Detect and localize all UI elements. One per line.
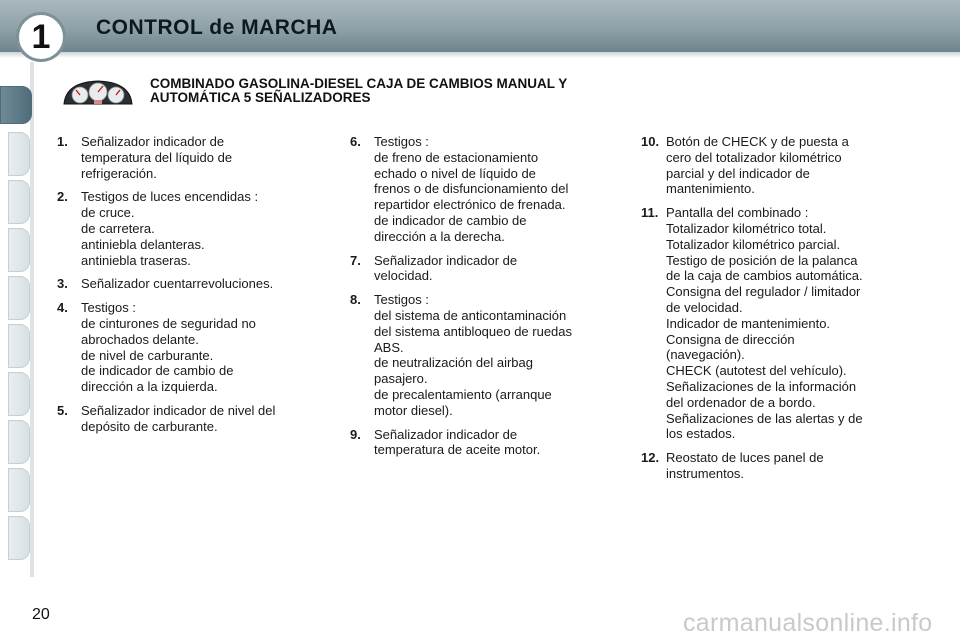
legend-item: [57, 300, 319, 395]
item-number: 5.: [57, 402, 68, 418]
legend-item: [641, 134, 909, 197]
legend-item: [57, 134, 319, 181]
section-title-line2: AUTOMÁTICA 5 SEÑALIZADORES: [150, 90, 371, 105]
chapter-tab-5[interactable]: [8, 276, 30, 320]
item-number: 7.: [350, 252, 361, 268]
item-text: Testigos : de freno de estacionamiento echado o nivel de líquido de frenos o de disfuncionamiento del repartidor electrónico de frenada. de indicador de cambio de dirección a la derecha.: [374, 134, 569, 244]
legend-item: [350, 292, 616, 418]
chapter-tab-7[interactable]: [8, 372, 30, 416]
item-number: 12.: [641, 450, 660, 466]
item-number: 6.: [350, 134, 361, 149]
chapter-number-badge: 1: [16, 12, 66, 62]
item-text: Señalizador indicador de velocidad.: [374, 252, 518, 284]
instrument-cluster-icon: [62, 78, 134, 108]
chapter-tab-9[interactable]: [8, 468, 30, 512]
legend-column-2: [350, 134, 616, 466]
chapter-tab-6[interactable]: [8, 324, 30, 368]
legend-item: [350, 134, 616, 245]
item-number: 9.: [350, 426, 361, 442]
legend-column-3: [641, 134, 909, 490]
item-text: Testigos de luces encendidas : de cruce. de carretera. antiniebla delanteras. antiniebla traseras.: [81, 189, 259, 268]
item-number: 11.: [641, 205, 659, 221]
item-text: Testigos : del sistema de anticontaminación del sistema antibloqueo de ruedas ABS. de neutralización del airbag pasajero. de precalentamiento (arranque motor diesel).: [374, 292, 573, 418]
section-title-line1: COMBINADO GASOLINA-DIESEL CAJA DE CAMBIOS MANUAL Y: [150, 76, 568, 91]
chapter-tab-2[interactable]: [8, 132, 30, 176]
item-text: Señalizador indicador de temperatura del líquido de refrigeración.: [81, 134, 233, 181]
item-text: Testigos : de cinturones de seguridad no abrochados delante. de nivel de carburante. de indicador de cambio de dirección a la izquierda.: [81, 300, 256, 395]
chapter-tab-10[interactable]: [8, 516, 30, 560]
legend-item: [57, 276, 319, 292]
legend-item: [641, 205, 909, 442]
item-number: 2.: [57, 189, 68, 205]
watermark: carmanualsonline.info: [683, 609, 933, 637]
section-title: [150, 77, 730, 105]
legend-item: [57, 403, 319, 435]
item-text: Señalizador cuentarrevoluciones.: [81, 276, 274, 292]
chapter-tab-1[interactable]: [0, 86, 32, 124]
legend-item: [350, 253, 616, 285]
legend-column-1: [57, 134, 319, 443]
chapter-tab-8[interactable]: [8, 420, 30, 464]
item-number: 1.: [57, 134, 68, 149]
page-title: CONTROL de MARCHA: [96, 16, 338, 39]
legend-item: [350, 427, 616, 459]
item-text: Señalizador indicador de nivel del depósito de carburante.: [81, 402, 276, 434]
item-text: Reostato de luces panel de instrumentos.: [666, 450, 824, 481]
item-number: 4.: [57, 300, 68, 316]
item-text: Botón de CHECK y de puesta a cero del totalizador kilométrico parcial y del indicador de mantenimiento.: [666, 134, 849, 197]
legend-item: [57, 189, 319, 268]
item-text: Señalizador indicador de temperatura de aceite motor.: [374, 426, 541, 458]
header-shadow: [0, 52, 960, 58]
chapter-tab-3[interactable]: [8, 180, 30, 224]
legend-item: [641, 450, 909, 482]
item-number: 3.: [57, 276, 68, 292]
item-number: 8.: [350, 292, 361, 308]
page-number: 20: [32, 606, 50, 623]
item-number: 10.: [641, 134, 660, 149]
chapter-tabs: [0, 62, 34, 577]
chapter-tab-4[interactable]: [8, 228, 30, 272]
item-text: Pantalla del combinado : Totalizador kilométrico total. Totalizador kilométrico parcial. Testigo de posición de la palanca de la caja de cambios automática. Consigna del regulador / limitador de velocidad. Indicador de mantenimiento. Consigna de dirección (navegación). CHECK (autotest del vehículo). Señalizaciones de la información del ordenador de a bordo. Señalizaciones de las alertas y de los estados.: [666, 205, 863, 442]
